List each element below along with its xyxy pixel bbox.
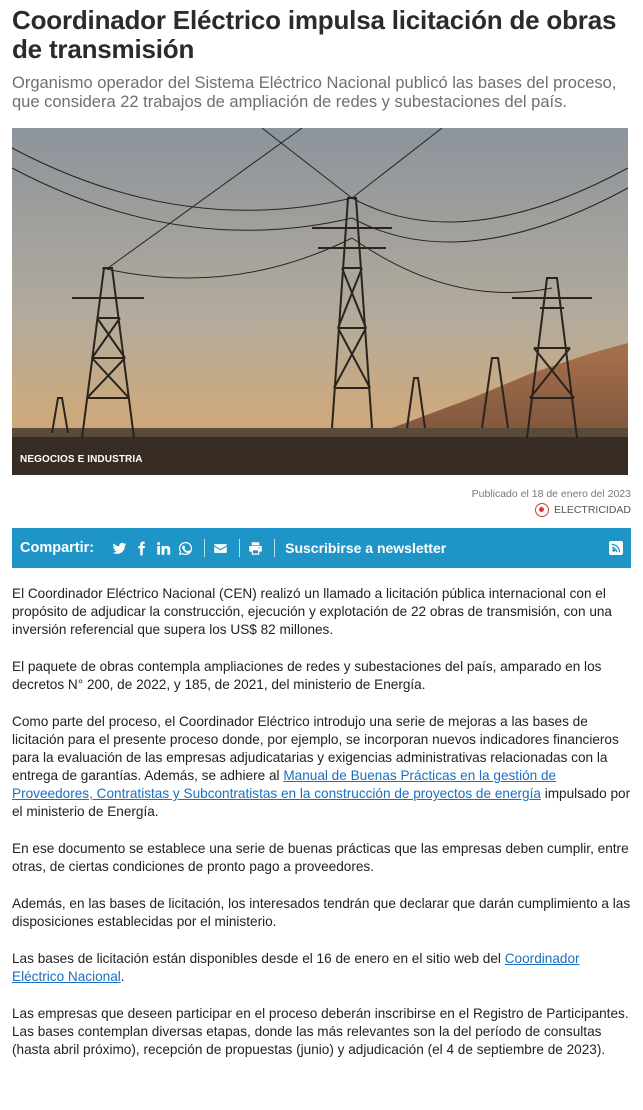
- paragraph-text: Las bases de licitación están disponibles desde el 16 de enero en el sitio web del: [12, 951, 505, 966]
- article-body: [12, 585, 631, 1059]
- image-caption: NEGOCIOS E INDUSTRIA: [20, 454, 143, 465]
- share-divider: [239, 539, 240, 557]
- share-divider: [204, 539, 205, 557]
- paragraph: [12, 713, 631, 821]
- hero-image: [12, 128, 628, 475]
- manual-buenas-practicas-link[interactable]: Manual de Buenas Prácticas en la gestión de Proveedores, Contratistas y Subcontratistas en la construcción de proyectos de energía: [12, 768, 557, 801]
- paragraph-text: impulsado por el ministerio de Energía.: [12, 786, 631, 819]
- image-caption-bar: [12, 437, 628, 475]
- whatsapp-icon[interactable]: [176, 539, 194, 557]
- paragraph-text: Como parte del proceso, el Coordinador Eléctrico introdujo una serie de mejoras a las bases de licitación para el presente proceso donde, por ejemplo, se incorporan nuevos indicadores financieros para la evaluación de las empresas adjudicatarias y exigencias administrativas relacionadas con la entrega de garantías. Además, se adhiere al: [12, 714, 619, 783]
- article-subtitle: Organismo operador del Sistema Eléctrico Nacional publicó las bases del proceso, que considera 22 trabajos de ampliación de redes y subestaciones del país.: [12, 74, 617, 111]
- publish-date: Publicado el 18 de enero del 2023: [471, 488, 631, 500]
- print-icon[interactable]: [246, 539, 264, 557]
- facebook-icon[interactable]: [132, 539, 150, 557]
- email-icon[interactable]: [211, 539, 229, 557]
- twitter-icon[interactable]: [110, 539, 128, 557]
- share-bar: [12, 528, 631, 568]
- paragraph: En ese documento se establece una serie de buenas prácticas que las empresas deben cumplir, entre otras, de ciertas condiciones de pronto pago a proveedores.: [12, 841, 629, 874]
- electricity-icon: [535, 503, 549, 517]
- paragraph: El Coordinador Eléctrico Nacional (CEN) realizó un llamado a licitación pública internacional con el propósito de adjudicar la construcción, ejecución y explotación de 22 obras de transmisión, con una inversión referencial que supera los US$ 82 millones.: [12, 586, 612, 637]
- share-divider: [274, 539, 275, 557]
- subscribe-newsletter-link[interactable]: Suscribirse a newsletter: [285, 540, 447, 556]
- paragraph: Además, en las bases de licitación, los interesados tendrán que declarar que darán cumplimiento a las disposiciones establecidas por el ministerio.: [12, 896, 631, 929]
- share-label: Compartir:: [20, 540, 95, 556]
- article-title: Coordinador Eléctrico impulsa licitación de obras de transmisión: [12, 5, 617, 64]
- category-tag[interactable]: [12, 503, 631, 517]
- linkedin-icon[interactable]: [154, 539, 172, 557]
- paragraph: Las empresas que deseen participar en el proceso deberán inscribirse en el Registro de Participantes. Las bases contemplan diversas etapas, donde las más relevantes son la del período de consultas (hasta abril próximo), recepción de propuestas (junio) y adjudicación (el 4 de septiembre de 2023).: [12, 1006, 629, 1057]
- category-tag-label: ELECTRICIDAD: [553, 504, 631, 516]
- transmission-towers-photo: [12, 128, 628, 475]
- rss-icon[interactable]: [609, 541, 623, 555]
- coordinador-electrico-link[interactable]: Coordinador Eléctrico Nacional: [12, 951, 580, 984]
- paragraph: El paquete de obras contempla ampliaciones de redes y subestaciones del país, amparado en los decretos N° 200, de 2022, y 185, de 2021, del ministerio de Energía.: [12, 659, 602, 692]
- paragraph-text: .: [120, 969, 125, 984]
- paragraph: [12, 950, 631, 986]
